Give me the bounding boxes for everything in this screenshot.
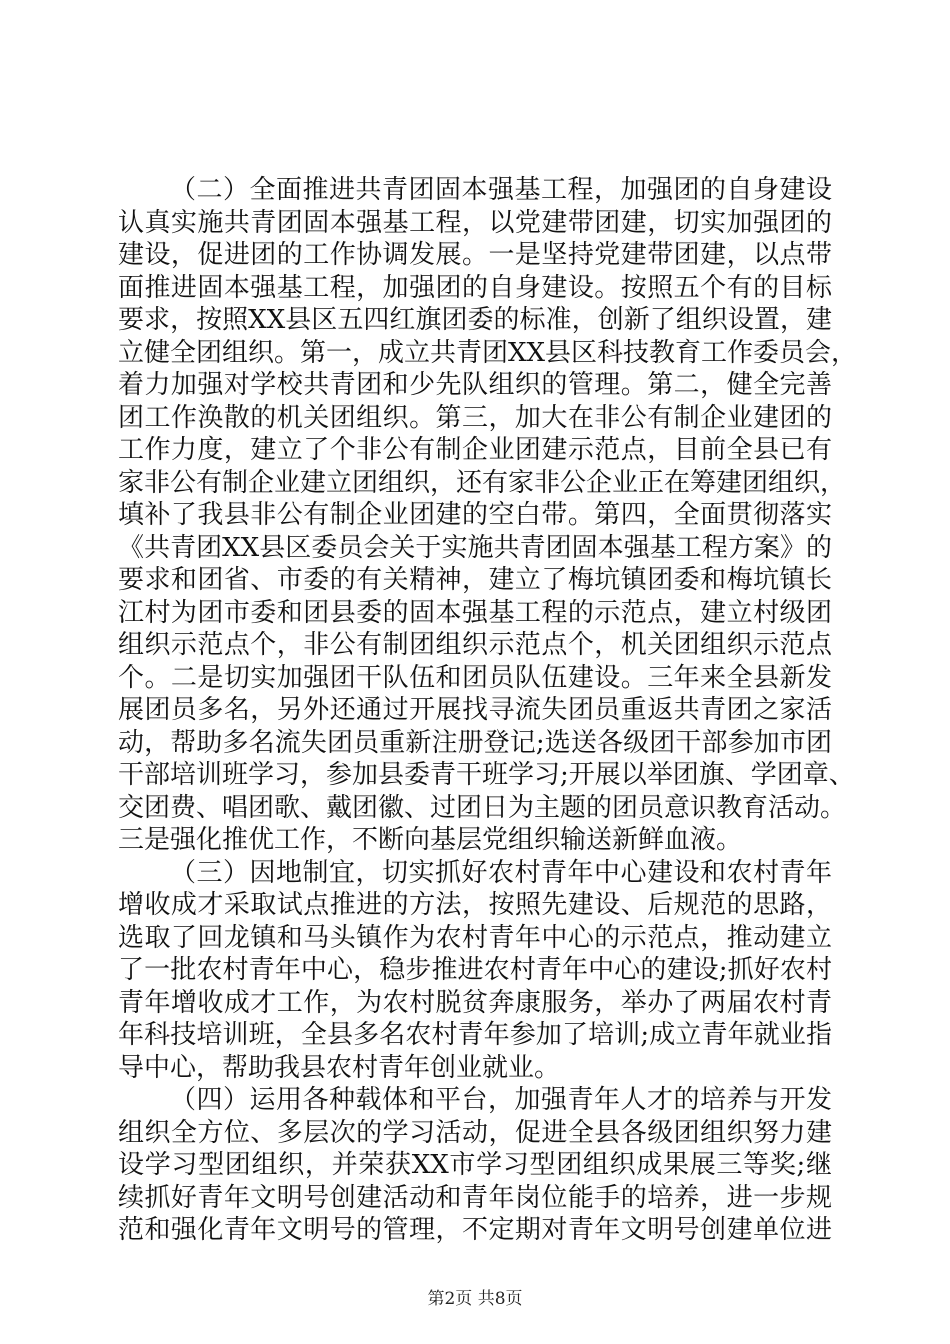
text-line: 填补了我县非公有制企业团建的空白带。第四，全面贯彻落实 (118, 500, 832, 530)
text-line: 了一批农村青年中心，稳步推进农村青年中心的建设;抓好农村 (118, 955, 832, 985)
text-line: （三）因地制宜，切实抓好农村青年中心建设和农村青年 (170, 857, 832, 888)
text-line: 面推进固本强基工程，加强团的自身建设。按照五个有的目标 (118, 272, 832, 303)
text-line: 三是强化推优工作，不断向基层党组织输送新鲜血液。 (118, 825, 743, 855)
text-line: 范和强化青年文明号的管理，不定期对青年文明号创建单位进 (118, 1215, 832, 1245)
text-line: 认真实施共青团固本强基工程，以党建带团建，切实加强团的 (118, 207, 832, 238)
text-line: 交团费、唱团歌、戴团徽、过团日为主题的团员意识教育活动。 (118, 792, 847, 823)
text-line: 团工作涣散的机关团组织。第三，加大在非公有制企业建团的 (118, 402, 832, 433)
text-line: 工作力度，建立了个非公有制企业团建示范点，目前全县已有 (118, 435, 832, 465)
text-line: 着力加强对学校共青团和少先队组织的管理。第二，健全完善 (118, 370, 832, 400)
text-line: 导中心，帮助我县农村青年创业就业。 (118, 1052, 561, 1083)
text-line: 立健全团组织。第一，成立共青团XX县区科技教育工作委员会， (118, 337, 858, 368)
text-line: 设学习型团组织，并荣获XX市学习型团组织成果展三等奖;继 (118, 1150, 832, 1180)
page-number: 第2页 共8页 (427, 1289, 523, 1309)
text-line: 要求和团省、市委的有关精神，建立了梅坑镇团委和梅坑镇长 (118, 565, 832, 595)
text-line: 建设，促进团的工作协调发展。一是坚持党建带团建，以点带 (118, 240, 832, 270)
text-line: 干部培训班学习，参加县委青干班学习;开展以举团旗、学团章、 (118, 760, 855, 790)
text-line: 江村为团市委和团县委的固本强基工程的示范点，建立村级团 (118, 597, 832, 628)
text-line: （四）运用各种载体和平台，加强青年人才的培养与开发 (170, 1085, 832, 1115)
text-line: 组织全方位、多层次的学习活动，促进全县各级团组织努力建 (118, 1117, 832, 1148)
text-line: 个。二是切实加强团干队伍和团员队伍建设。三年来全县新发 (118, 662, 832, 693)
text-line: 青年增收成才工作，为农村脱贫奔康服务，举办了两届农村青 (118, 987, 832, 1018)
text-line: 家非公有制企业建立团组织，还有家非公企业正在筹建团组织， (118, 467, 847, 498)
text-line: 组织示范点个，非公有制团组织示范点个，机关团组织示范点 (118, 630, 832, 660)
text-line: 续抓好青年文明号创建活动和青年岗位能手的培养，进一步规 (118, 1182, 832, 1213)
text-line: 年科技培训班，全县多名农村青年参加了培训;成立青年就业指 (118, 1020, 832, 1050)
text-line: 选取了回龙镇和马头镇作为农村青年中心的示范点，推动建立 (118, 922, 832, 953)
text-line: 要求，按照XX县区五四红旗团委的标准，创新了组织设置，建 (118, 305, 832, 335)
text-line: 《共青团XX县区委员会关于实施共青团固本强基工程方案》的 (118, 532, 832, 563)
text-line: （二）全面推进共青团固本强基工程，加强团的自身建设 (170, 175, 832, 205)
text-line: 展团员多名，另外还通过开展找寻流失团员重返共青团之家活 (118, 695, 832, 725)
text-line: 动，帮助多名流失团员重新注册登记;选送各级团干部参加市团 (118, 727, 832, 758)
text-line: 增收成才采取试点推进的方法，按照先建设、后规范的思路， (118, 890, 832, 920)
